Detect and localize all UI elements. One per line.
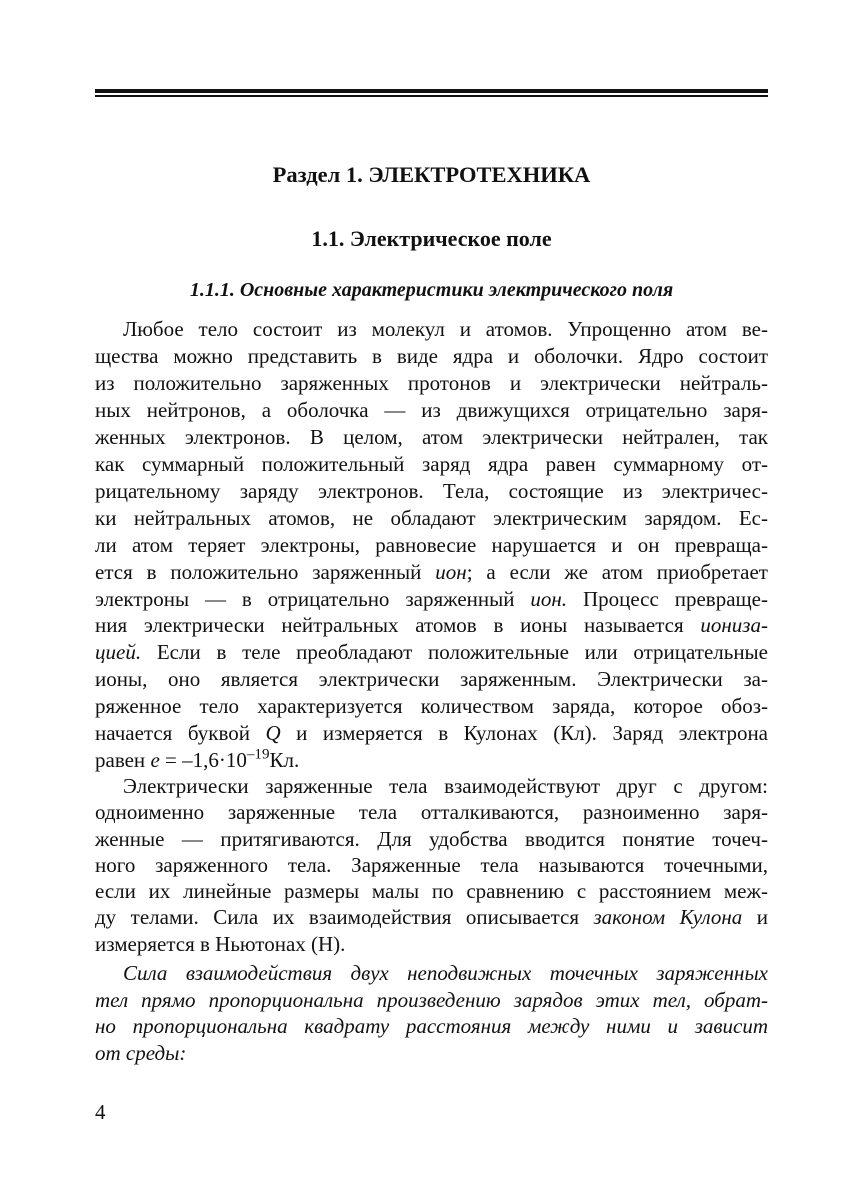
page-number: 4 xyxy=(95,1100,106,1124)
text-line xyxy=(95,343,768,370)
text-segment: женные — притягиваются. Для удобства вводится понятие точеч- xyxy=(95,826,768,851)
text-line xyxy=(95,505,768,532)
italic-term: Q xyxy=(265,721,281,746)
text-segment: тел прямо пропорциональна произведению зарядов этих тел, обрат- xyxy=(95,987,768,1012)
text-segment: Если в теле преобладают положительные или отрицательные xyxy=(141,640,768,665)
italic-term: цией. xyxy=(95,640,142,665)
text-line xyxy=(95,826,768,852)
text-line xyxy=(95,478,768,505)
text-segment: ки нейтральных атомов, не обладают электрическим зарядом. Ес- xyxy=(95,505,768,530)
text-line xyxy=(95,852,768,878)
paragraph-atoms-and-charge xyxy=(95,316,768,774)
text-segment: Процесс превраще- xyxy=(567,586,768,611)
paragraph-charged-bodies xyxy=(95,773,768,957)
text-segment: = –1,6·10 xyxy=(159,748,247,773)
text-line xyxy=(95,747,768,774)
text-segment: Любое тело состоит из молекул и атомов. Упрощенно атом ве- xyxy=(123,317,768,341)
paragraph-coulomb-law-statement xyxy=(95,960,768,1066)
section-heading: Раздел 1. ЭЛЕКТРОТЕХНИКА xyxy=(272,162,591,187)
text-segment: Сила взаимодействия двух неподвижных точечных заряженных xyxy=(123,961,768,985)
text-segment: женных электронов. В целом, атом электрически нейтрален, так xyxy=(95,424,768,449)
text-segment: ду телами. Сила их взаимодействия описывается xyxy=(95,905,594,930)
text-line xyxy=(95,720,768,747)
text-segment: рицательному заряду электронов. Тела, состоящие из электричес- xyxy=(95,478,768,503)
text-segment: ионы, оно является электрически заряженным. Электрически за- xyxy=(95,667,768,692)
text-line xyxy=(95,559,768,586)
header-rule-thick xyxy=(95,89,768,93)
text-segment: ного заряженного тела. Заряженные тела называются точечными, xyxy=(95,852,768,877)
text-line xyxy=(95,1013,768,1040)
italic-term: ион. xyxy=(530,586,568,611)
text-line xyxy=(95,397,768,424)
text-line xyxy=(95,693,768,720)
text-segment: одноименно заряженные тела отталкиваются, разноименно заря- xyxy=(95,800,768,825)
header-rule-thin xyxy=(95,95,768,97)
text-segment: но пропорциональна квадрату расстояния между ними и зависит xyxy=(95,1014,768,1039)
text-segment: электроны — в отрицательно заряженный xyxy=(95,586,531,611)
text-line xyxy=(95,799,768,825)
text-segment: и xyxy=(742,905,768,930)
text-line xyxy=(95,987,768,1014)
text-segment: равен xyxy=(95,748,151,773)
italic-term: e xyxy=(150,748,160,773)
text-line xyxy=(95,586,768,613)
text-line xyxy=(95,316,768,343)
subsection-heading: 1.1.1. Основные характеристики электрического поля xyxy=(189,279,674,301)
italic-term: законом Кулона xyxy=(593,905,743,930)
text-line xyxy=(95,773,768,799)
italic-term: иониза- xyxy=(700,613,768,638)
text-segment: ряженное тело характеризуется количеством заряда, которое обоз- xyxy=(95,694,768,719)
text-segment: измеряется в Ньютонах (Н). xyxy=(95,931,346,956)
text-segment: ных нейтронов, а оболочка — из движущихся отрицательно заря- xyxy=(95,397,768,422)
text-line xyxy=(95,532,768,559)
text-line xyxy=(95,878,768,904)
text-line xyxy=(95,424,768,451)
text-segment: ли атом теряет электроны, равновесие нарушается и он превраща- xyxy=(95,532,768,557)
text-segment: и измеряется в Кулонах (Кл). Заряд электрона xyxy=(280,721,768,746)
text-line xyxy=(95,451,768,478)
text-segment: щества можно представить в виде ядра и оболочки. Ядро состоит xyxy=(95,343,768,368)
text-segment: как суммарный положительный заряд ядра равен суммарному от- xyxy=(95,451,768,476)
text-segment: Кл. xyxy=(269,748,300,773)
text-line xyxy=(95,612,768,639)
text-line xyxy=(95,666,768,693)
italic-term: ион xyxy=(435,559,467,584)
text-line xyxy=(95,931,768,957)
chapter-heading: 1.1. Электрическое поле xyxy=(311,226,552,251)
text-segment: из положительно заряженных протонов и электрически нейтраль- xyxy=(95,370,768,395)
text-segment: Электрически заряженные тела взаимодействуют друг с другом: xyxy=(123,774,768,798)
text-segment: ; а если же атом приобретает xyxy=(466,559,768,584)
text-segment: начается буквой xyxy=(95,721,266,746)
text-line xyxy=(95,1040,768,1067)
exponent: –19 xyxy=(246,746,270,763)
text-segment: если их линейные размеры малы по сравнению с расстоянием меж- xyxy=(95,879,768,904)
text-line xyxy=(95,639,768,666)
text-segment: от среды: xyxy=(95,1040,187,1065)
text-segment: ется в положительно заряженный xyxy=(95,559,436,584)
text-line xyxy=(95,370,768,397)
text-line xyxy=(95,904,768,930)
text-segment: ния электрически нейтральных атомов в ионы называется xyxy=(95,613,701,638)
text-line xyxy=(95,960,768,987)
